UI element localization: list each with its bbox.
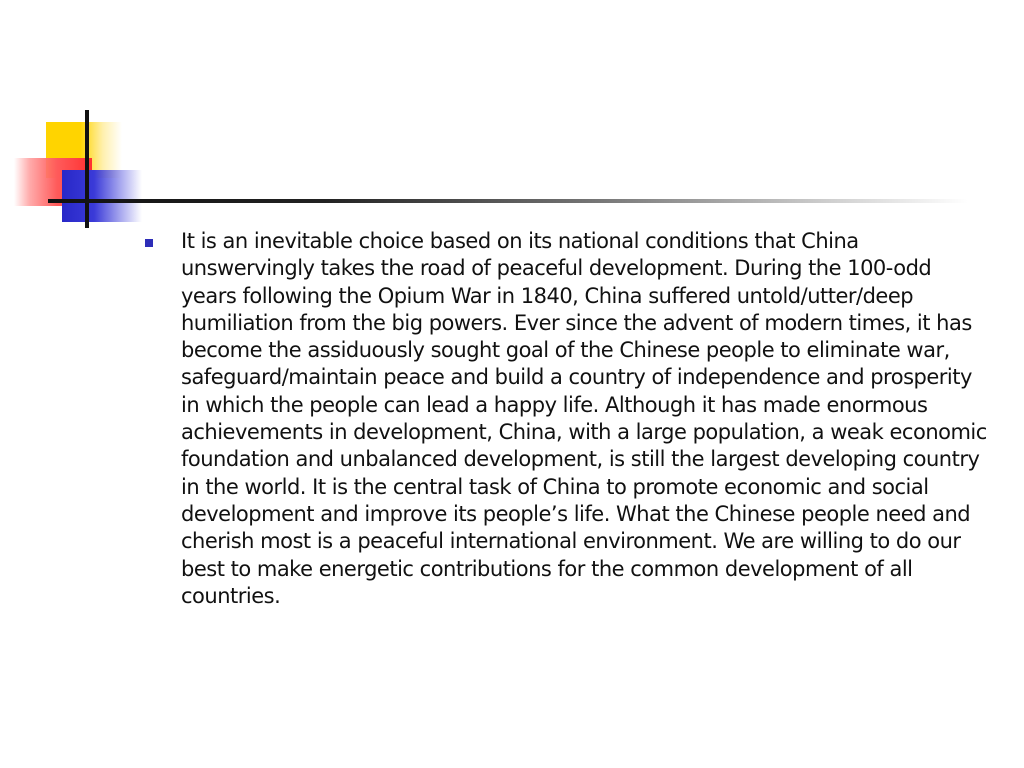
blue-square-decoration (62, 170, 142, 222)
slide-body (142, 228, 1002, 610)
square-bullet-icon (145, 239, 153, 247)
horizontal-rule-decoration (48, 199, 968, 203)
bullet-item (142, 228, 1002, 610)
vertical-line-decoration (85, 110, 89, 228)
bullet-text: It is an inevitable choice based on its national conditions that China unswervingly takes the road of peaceful development. During the 100-odd years following the Opium War in 1840, China suffered untold/utter/deep humiliation from the big powers. Ever since the advent of modern times, it has become the assiduously sought goal of the Chinese people to eliminate war, safeguard/maintain peace and build a country of independence and prosperity in which the people can lead a happy life. Although it has made enormous achievements in development, China, with a large population, a weak economic foundation and unbalanced development, is still the largest developing country in the world. It is the central task of China to promote economic and social development and improve its people’s life. What the Chinese people need and cherish most is a peaceful international environment. We are willing to do our best to make energetic contributions for the common development of all countries. (181, 229, 987, 608)
